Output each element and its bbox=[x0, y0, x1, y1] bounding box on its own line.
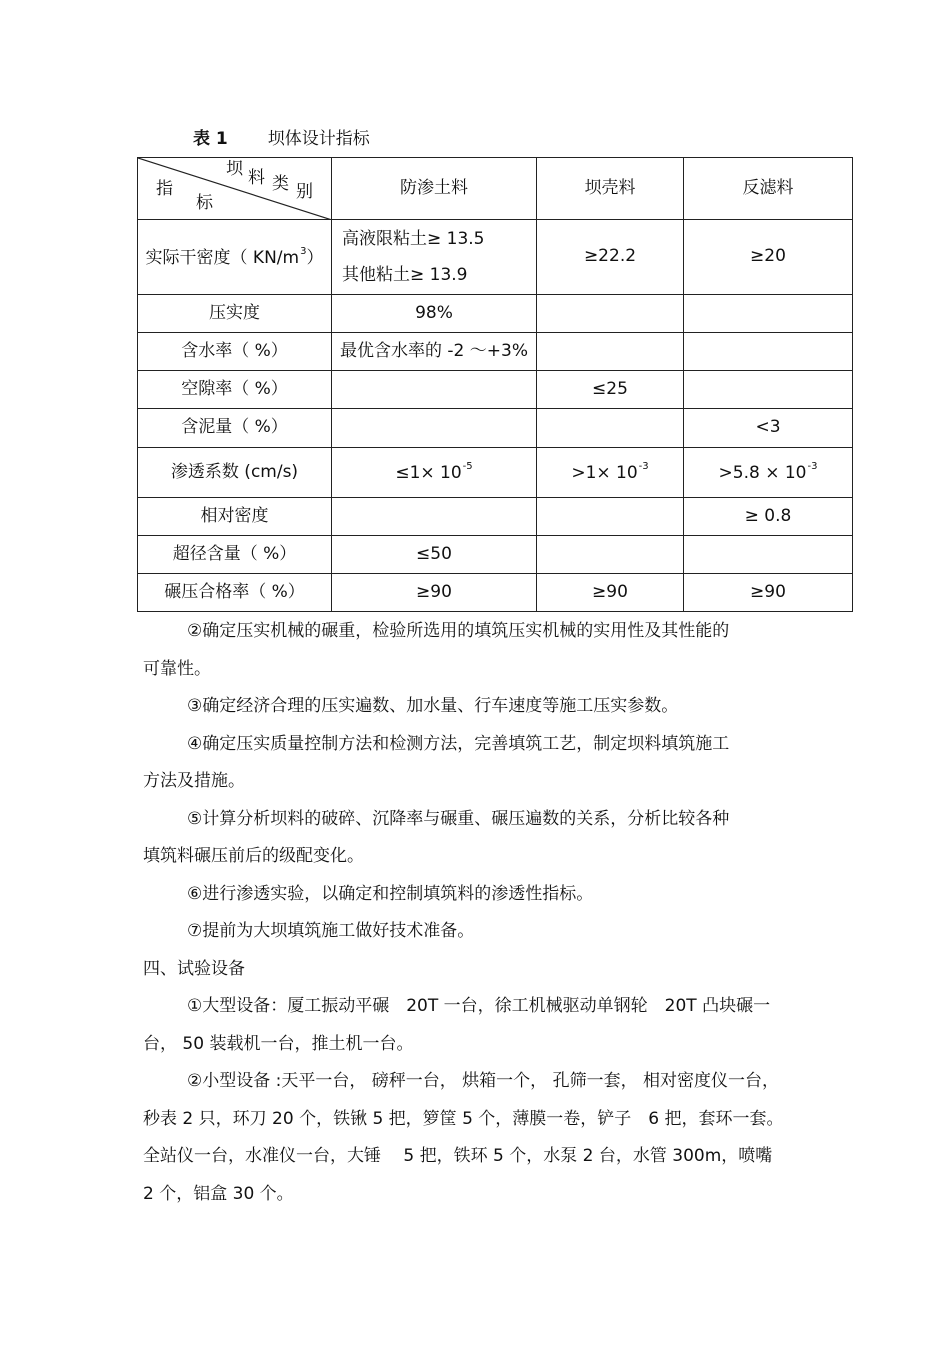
table-cell bbox=[332, 409, 537, 448]
table-row bbox=[138, 409, 853, 448]
table-cell: 98% bbox=[332, 295, 537, 333]
table-cell: ≥90 bbox=[332, 574, 537, 612]
table-row bbox=[138, 448, 853, 498]
paragraph-continuation: 全站仪一台，水准仪一台，大锤 5 把，铁环 5 个，水泵 2 台，水管 300m，喷嘴 bbox=[143, 1146, 773, 1166]
cell-line: 高液限粘土≥ 13.5 bbox=[342, 229, 485, 249]
row-label: 实际干密度（ $KN/m^3$） bbox=[138, 220, 332, 295]
paragraph: ③确定经济合理的压实遍数、加水量、行车速度等施工压实参数。 bbox=[187, 696, 679, 716]
table-cell: $\le 1\times 10^{-5}$ bbox=[332, 448, 537, 498]
table-cell bbox=[332, 498, 537, 536]
row-label: 渗透系数 (cm/s) bbox=[138, 448, 332, 498]
table-cell bbox=[537, 333, 684, 371]
corner-char: 指 bbox=[156, 179, 173, 199]
table-caption bbox=[189, 124, 370, 149]
table-row bbox=[138, 333, 853, 371]
paragraph: ①大型设备：厦工振动平碾 20T 一台，徐工机械驱动单钢轮 20T 凸块碾一 bbox=[187, 996, 771, 1016]
table-title: 坝体设计指标 bbox=[267, 129, 370, 149]
table-cell bbox=[537, 498, 684, 536]
table-row bbox=[138, 574, 853, 612]
table-cell: ≥ 0.8 bbox=[684, 498, 853, 536]
corner-char: 料 bbox=[248, 168, 265, 188]
cell-line: 其他粘土≥ 13.9 bbox=[342, 265, 468, 285]
paragraph: ⑥进行渗透实验，以确定和控制填筑料的渗透性指标。 bbox=[187, 883, 594, 904]
table-cell bbox=[537, 409, 684, 448]
paragraph: ②小型设备 :天平一台， 磅秤一台， 烘箱一个， 孔筛一套， 相对密度仪一台， bbox=[187, 1071, 779, 1091]
table-cell bbox=[537, 295, 684, 333]
corner-char: 标 bbox=[196, 193, 213, 213]
paragraph: ⑦提前为大坝填筑施工做好技术准备。 bbox=[187, 921, 475, 941]
table-cell bbox=[332, 220, 537, 295]
corner-char: 坝 bbox=[226, 159, 243, 179]
paragraph-continuation: 填筑料碾压前后的级配变化。 bbox=[143, 846, 364, 866]
paragraph: ②确定压实机械的碾重，检验所选用的填筑压实机械的实用性及其性能的 bbox=[187, 621, 730, 641]
dam-design-table bbox=[137, 157, 853, 612]
paragraph-continuation: 可靠性。 bbox=[143, 658, 211, 679]
paragraph-continuation: 台， 50 装载机一台，推土机一台。 bbox=[143, 1033, 414, 1054]
table-cell: ≤25 bbox=[537, 371, 684, 409]
table-row bbox=[138, 536, 853, 574]
row-label: 碾压合格率（ %） bbox=[138, 574, 332, 612]
paragraph: ④确定压实质量控制方法和检测方法，完善填筑工艺，制定坝料填筑施工 bbox=[187, 733, 730, 754]
row-label: 压实度 bbox=[138, 295, 332, 333]
table-number: 表 1 bbox=[193, 129, 228, 149]
table-row bbox=[138, 220, 853, 295]
diagonal-header-cell bbox=[138, 158, 332, 220]
paragraph-continuation: 方法及措施。 bbox=[143, 771, 245, 791]
body-text bbox=[143, 613, 823, 1213]
table-row bbox=[138, 371, 853, 409]
table-cell bbox=[537, 536, 684, 574]
header-cell: 防渗土料 bbox=[332, 158, 537, 220]
table-row bbox=[138, 498, 853, 536]
paragraph-continuation: 秒表 2 只，环刀 20 个，铁锹 5 把，箩筐 5 个，薄膜一卷，铲子 6 把，套环一套。 bbox=[143, 1108, 784, 1129]
table-cell bbox=[684, 536, 853, 574]
paragraph-continuation: 2 个，铝盒 30 个。 bbox=[143, 1183, 294, 1204]
table-cell: ≥90 bbox=[537, 574, 684, 612]
row-label: 含泥量（ %） bbox=[138, 409, 332, 448]
table-cell: <3 bbox=[684, 409, 853, 448]
table-cell: 最优含水率的 -2 ～+3% bbox=[332, 333, 537, 371]
table-cell bbox=[684, 333, 853, 371]
row-label: 含水率（ %） bbox=[138, 333, 332, 371]
table-cell bbox=[332, 371, 537, 409]
header-cell: 坝壳料 bbox=[537, 158, 684, 220]
table-cell: ≥90 bbox=[684, 574, 853, 612]
section-heading: 四、试验设备 bbox=[143, 958, 245, 979]
table-header-row bbox=[138, 158, 853, 220]
row-label: 相对密度 bbox=[138, 498, 332, 536]
table-cell: $>5.8 \times 10^{-3}$ bbox=[684, 448, 853, 498]
table-cell: ≥22.2 bbox=[537, 220, 684, 295]
corner-char: 类 bbox=[272, 174, 289, 194]
table-cell: ≥20 bbox=[684, 220, 853, 295]
table-cell: $>1\times 10^{-3}$ bbox=[537, 448, 684, 498]
row-label: 超径含量（ %） bbox=[138, 536, 332, 574]
header-cell: 反滤料 bbox=[684, 158, 853, 220]
table-cell bbox=[684, 295, 853, 333]
table-row bbox=[138, 295, 853, 333]
table-cell bbox=[684, 371, 853, 409]
row-label: 空隙率（ %） bbox=[138, 371, 332, 409]
corner-char: 别 bbox=[296, 182, 313, 202]
paragraph: ⑤计算分析坝料的破碎、沉降率与碾重、碾压遍数的关系，分析比较各种 bbox=[187, 808, 730, 829]
table-cell: ≤50 bbox=[332, 536, 537, 574]
